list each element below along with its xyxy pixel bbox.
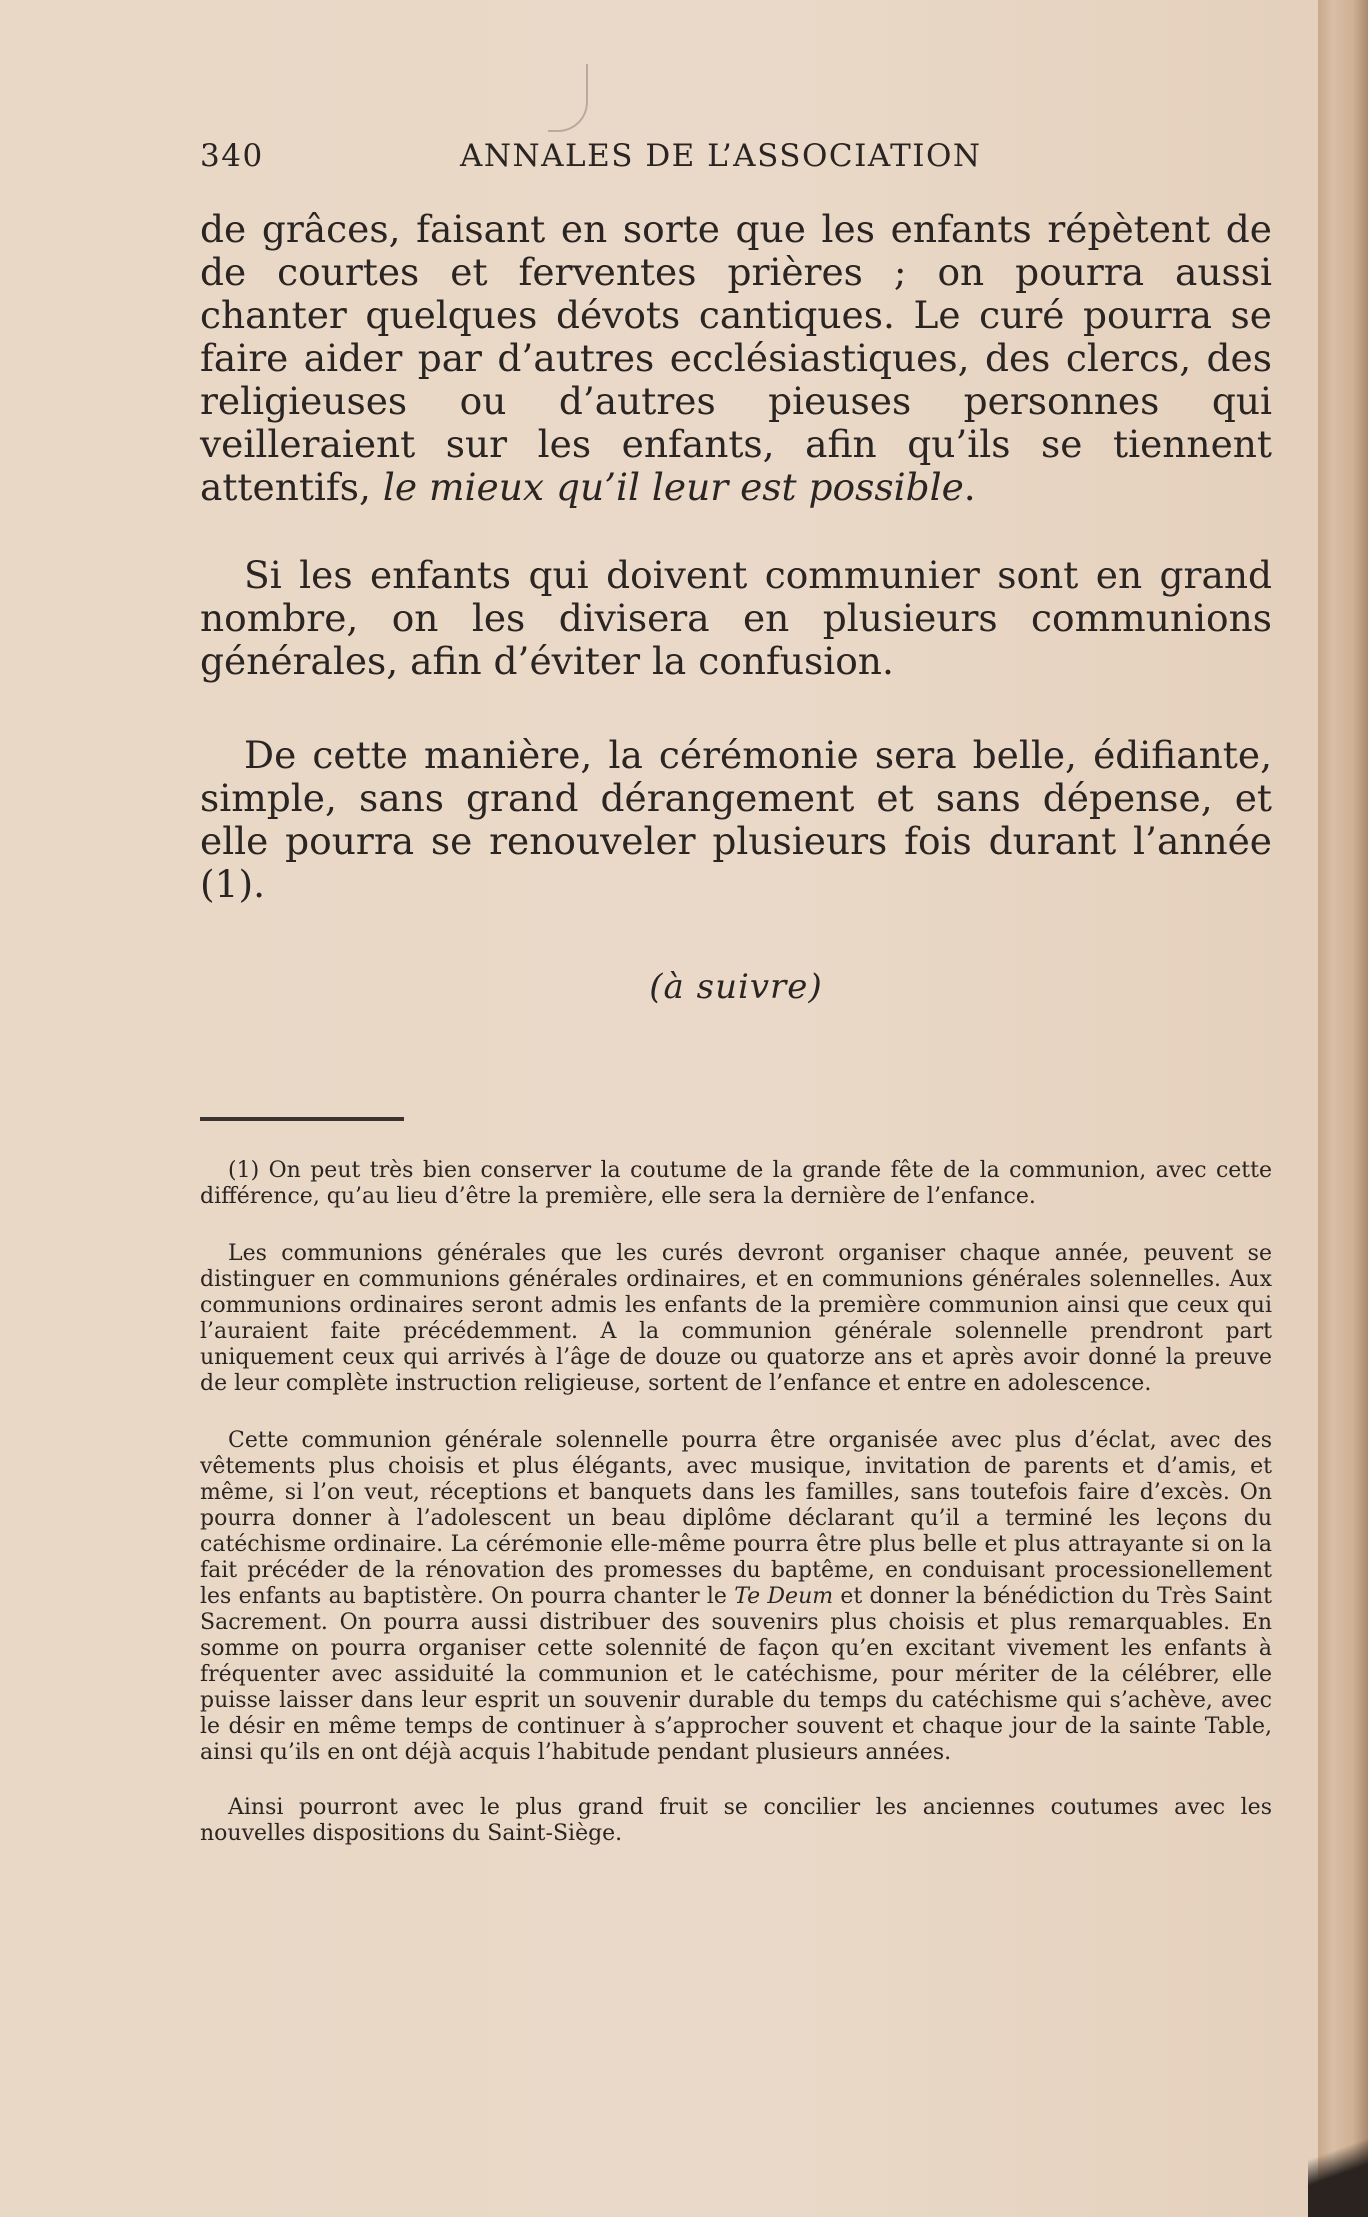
footnote-3-italic: Te Deum xyxy=(734,1584,834,1609)
footnote-3 xyxy=(200,1428,1272,1766)
footnote-2: Les communions générales que les curés devront organiser chaque année, peuvent se distinguer en communions générales ordinaires, et en communions générales solennelles. Aux communions ordinaires seront admis les enfants de la première communion ainsi que ceux qui l’auraient faite précédemment. A la communion générale solennelle prendront part uniquement ceux qui arrivés à l’âge de douze ou quatorze ans et après avoir donné la preuve de leur complète instruction religieuse, sortent de l’enfance et entre en adolescence. xyxy=(200,1241,1272,1396)
footnote-1-text: On peut très bien conserver la coutume de la grande fête de la communion, avec cette différence, qu’au lieu d’être la première, elle sera la dernière de l’enfance. xyxy=(200,1158,1272,1209)
main-text xyxy=(200,208,1272,906)
paragraph-1 xyxy=(200,208,1272,509)
page-corner-shadow xyxy=(1308,2107,1368,2217)
footnote-separator xyxy=(200,1117,404,1121)
to-follow-open: ( xyxy=(649,967,664,1007)
running-title: ANNALES DE L’ASSOCIATION xyxy=(460,138,982,174)
paragraph-1-text: de grâces, faisant en sorte que les enfants répètent de de courtes et ferventes prières ; on pourra aussi chanter quelques dévots cantiques. Le curé pourra se faire aider par d’autres ecclésiastiques, des clercs, des religieuses ou d’autres pieuses personnes qui veilleraient sur les enfants, afin qu’ils se tiennent attentifs, xyxy=(200,207,1272,509)
page-header xyxy=(200,138,1020,182)
footnote-4: Ainsi pourront avec le plus grand fruit se concilier les anciennes coutumes avec les nouvelles dispositions du Saint-Siège. xyxy=(200,1795,1272,1846)
footnote-1 xyxy=(200,1158,1272,1210)
paragraph-2: Si les enfants qui doivent communier sont en grand nombre, on les divisera en plusieurs communions générales, afin d’éviter la confusion. xyxy=(200,553,1272,683)
paragraph-1-italic: le mieux qu’il leur est possible xyxy=(382,465,964,509)
to-follow-italic: à suivre xyxy=(663,967,809,1007)
to-be-continued xyxy=(200,967,1272,1007)
footnote-3-before: Cette communion générale solennelle pourra être organisée avec plus d’éclat, avec des vêtements plus choisis et plus élégants, avec musique, invitation de parents et d’amis, et même, si l’on veut, réceptions et banquets dans les familles, sans toutefois faire d’excès. On pourra donner à l’adolescent un beau diplôme déclarant qu’il a terminé les leçons du catéchisme ordinaire. La cérémonie elle-même pourra être plus belle et plus attrayante si on la fait précéder de la rénovation des promesses du baptême, en conduisant processionellement les enfants au baptistère. On pourra chanter le xyxy=(200,1428,1272,1609)
footnote-3-after: et donner la bénédiction du Très Saint Sacrement. On pourra aussi distribuer des souvenirs plus choisis et plus remarquables. En somme on pourra organiser cette solennité de façon qu’en excitant vivement les enfants à fréquenter avec assiduité la communion et le catéchisme, pour mériter de la célébrer, elle puisse laisser dans leur esprit un souvenir durable du temps du catéchisme qui s’achève, avec le désir en même temps de continuer à s’approcher souvent et chaque jour de la sainte Table, ainsi qu’ils en ont déjà acquis l’habitude pendant plusieurs années. xyxy=(200,1584,1272,1765)
to-follow-close: ) xyxy=(808,967,823,1007)
page-number: 340 xyxy=(200,138,264,174)
paragraph-1-end: . xyxy=(963,465,976,509)
page-edge xyxy=(1318,0,1368,2217)
footnotes xyxy=(200,1158,1272,1847)
footnote-1-marker: (1) xyxy=(228,1158,260,1183)
paragraph-3: De cette manière, la cérémonie sera belle, édifiante, simple, sans grand dérangement et sans dépense, et elle pourra se renouveler plusieurs fois durant l’année (1). xyxy=(200,733,1272,906)
